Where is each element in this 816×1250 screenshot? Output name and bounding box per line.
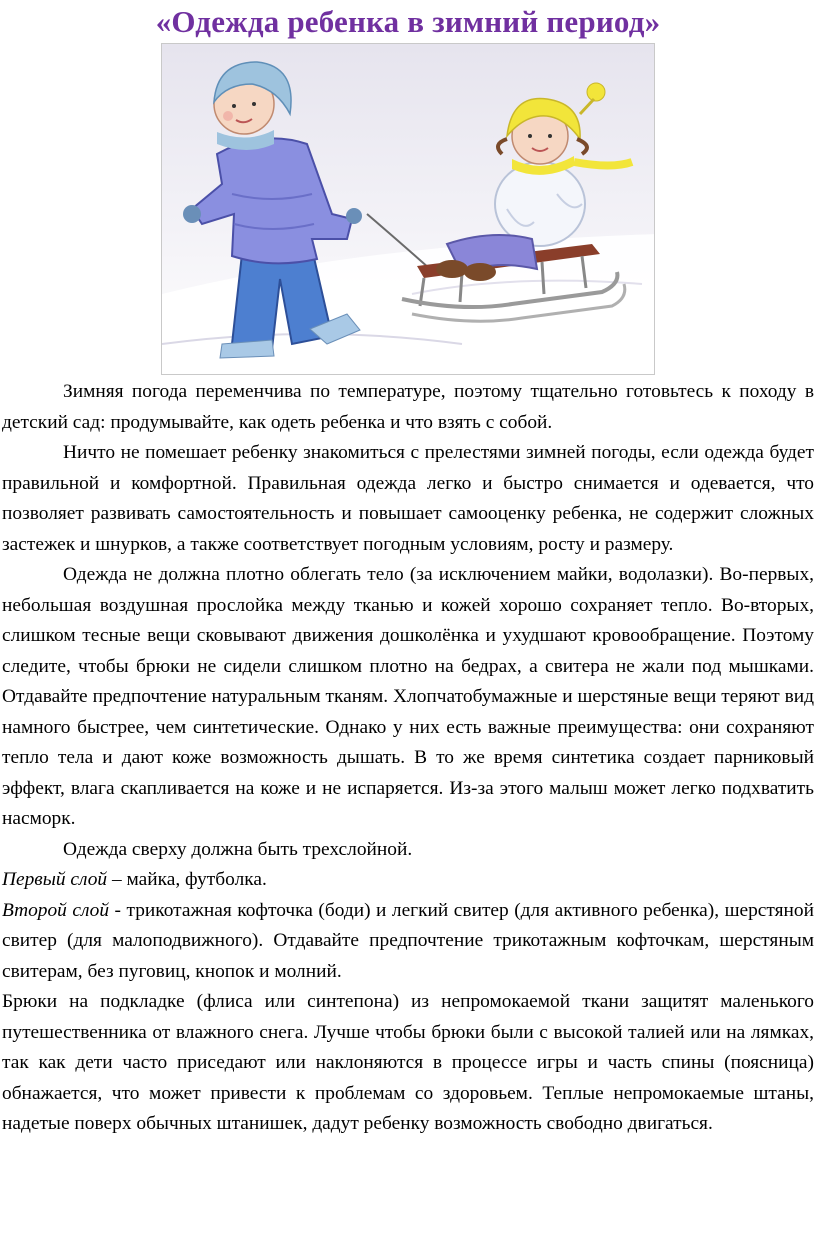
paragraph-fit: Одежда не должна плотно облегать тело (за исключением майки, водолазки). Во-первых, небольшая воздушная прослойка между тканью и кожей хорошо сохраняет тепло. Во-вторых, слишком тесные вещи сковывают движения дошколёнка и ухудшают кровообращение. Поэтому следите, чтобы брюки не сидели слишком плотно на бедрах, а свитера не жали под мышками. Отдавайте предпочтение натуральным тканям. Хлопчатобумажные и шерстяные вещи теряют вид намного быстрее, чем синтетические. Однако у них есть важные преимущества: они сохраняют тепло тела и дают коже возможность дышать. В то же время синтетика создает парниковый эффект, влага скапливается на коже и не испаряется. Из-за этого малыш может легко подхватить насморк.	[2, 564, 814, 829]
children-sled-illustration	[161, 43, 655, 375]
paragraph-layers: Одежда сверху должна быть трехслойной.	[63, 838, 413, 860]
paragraph-intro: Зимняя погода переменчива по температуре, поэтому тщательно готовьтесь к походу в детский сад: продумывайте, как одеть ребенка и что взять с собой.	[2, 381, 814, 433]
paragraph-comfort: Ничто не помешает ребенку знакомиться с прелестями зимней погоды, если одежда будет правильной и комфортной. Правильная одежда легко и быстро снимается и одевается, что позволяет развивать самостоятельность и повышает самооценку ребенка, не содержит сложных застежек и шнурков, а также соответствует погодным условиям, росту и размеру.	[2, 442, 814, 555]
layer2-text: - трикотажная кофточка (боди) и легкий свитер (для активного ребенка), шерстяной свитер (для малоподвижного). Отдавайте предпочтение трикотажным кофточкам, шерстяным свитерам, без пуговиц, кнопок и молний.	[2, 899, 814, 982]
page-title: «Одежда ребенка в зимний период»	[155, 4, 661, 39]
layer1-text: – майка, футболка.	[107, 869, 267, 890]
layer1-label: Первый слой	[2, 869, 108, 890]
paragraph-trousers: Брюки на подкладке (флиса или синтепона) из непромокаемой ткани защитят маленького путешественника от влажного снега. Лучше чтобы брюки были с высокой талией или на лямках, так как дети часто приседают или наклоняются в процессе игры и часть спины (поясница) обнажается, что может привести к проблемам со здоровьем. Теплые непромокаемые штаны, надетые поверх обычных штанишек, дадут ребенку возможность свободно двигаться.	[2, 991, 814, 1134]
paragraph-layer2	[2, 896, 814, 988]
paragraph-layer1	[2, 865, 814, 896]
illustration-drawing	[162, 44, 655, 375]
article-body	[2, 377, 814, 1140]
layer2-label: Второй слой	[2, 899, 110, 921]
